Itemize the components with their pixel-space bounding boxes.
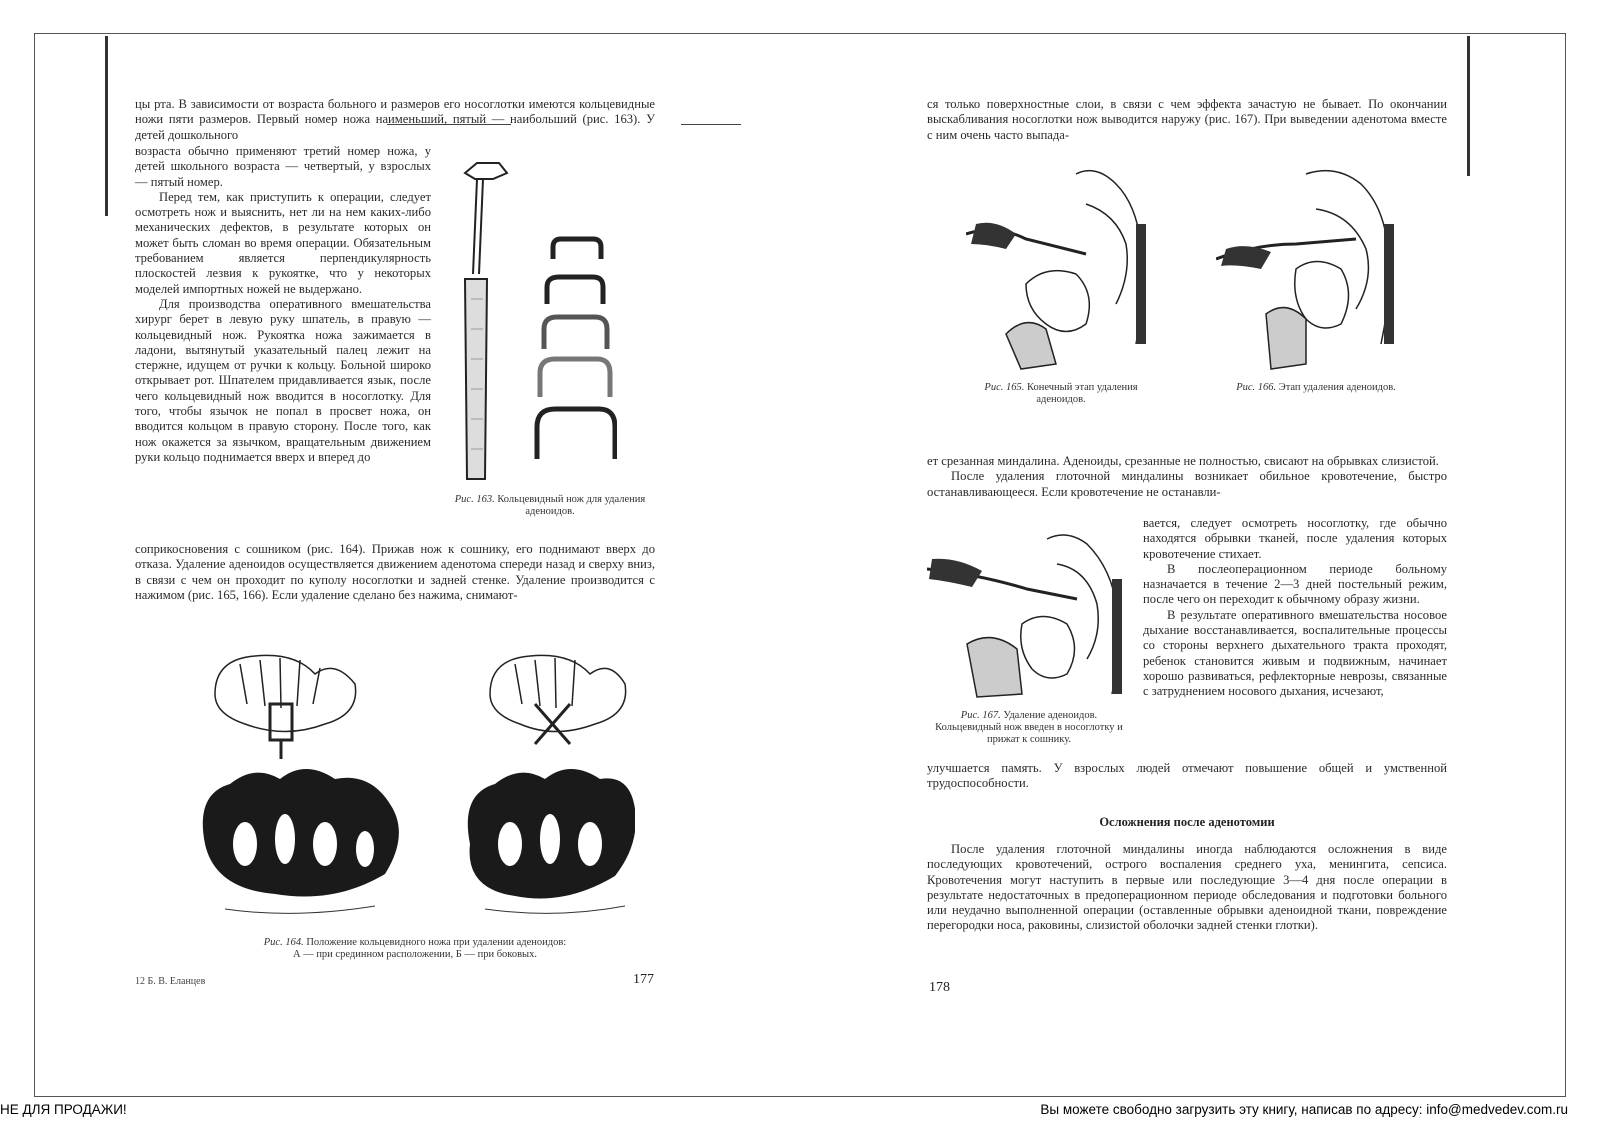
figure-label: Рис. 163. <box>454 494 495 505</box>
not-for-sale-notice: НЕ ДЛЯ ПРОДАЖИ! <box>0 1102 127 1117</box>
paragraph: ет срезанная миндалина. Аденоиды, срезанные не полностью, свисают на обрывках слизистой. <box>927 454 1439 468</box>
figure-165-caption <box>971 382 1151 406</box>
header-rule <box>681 124 741 125</box>
paragraph: улучшается память. У взрослых людей отмечают повышение общей и умственной трудоспособности. <box>927 761 1447 791</box>
figure-165-final-stage <box>966 164 1166 374</box>
paragraph: Для производства оперативного вмешательства хирург берет в левую руку шпатель, в правую — кольцевидный нож. Рукоятка ножа зажимается в ладони, вытянутый указательный палец лежит на стержне, идущем от ручки к кольцу. Больной широко открывает рот. Шпателем придавливается язык, после чего кольцевидный нож вводится в носоглотку. Для того, чтобы язычок не попал в просвет ножа, он вводится кольцом в правую сторону. После того, как нож окажется за язычком, вращательным движением руки кольцо поднимается вверх и вперед до <box>135 296 431 464</box>
page-number: 178 <box>929 980 950 995</box>
signature-line: 12 Б. В. Еланцев <box>135 976 206 987</box>
figure-label: Рис. 166. <box>1236 382 1277 393</box>
text-block <box>135 542 655 603</box>
figure-label: Рис. 164. <box>263 937 304 948</box>
section-heading: Осложнения после аденотомии <box>1099 815 1275 829</box>
text-block <box>135 97 655 143</box>
paragraph: После удаления глоточной миндалины возникает обильное кровотечение, быстро останавливающееся. Если кровотечение не останавли- <box>927 469 1447 499</box>
text-block <box>927 97 1447 143</box>
text-block <box>927 454 1447 500</box>
book-spread <box>34 33 1566 1097</box>
text-block <box>135 144 431 465</box>
figure-166-caption <box>1221 382 1411 394</box>
figure-167-adenoid-removal <box>927 529 1137 699</box>
figure-163-ring-knife <box>447 159 617 489</box>
download-notice: Вы можете свободно загрузить эту книгу, написав по адресу: info@medvedev.com.ru <box>1040 1102 1568 1117</box>
paragraph: После удаления глоточной миндалины иногда наблюдаются осложнения в виде последующих кровотечений, острого воспаления среднего уха, менингита, сепсиса. Кровотечения могут наступить в первые или последующие 3—4 дня после операции в результате недостаточных в предоперационном периоде обследования и подготовки больного или неудачно выполненной операции (оставленные обрывки аденоидной ткани, повреждение перегородки носа, раковины, слизистой оболочки задней стенки глотки). <box>927 842 1447 933</box>
paragraph: соприкосновения с сошником (рис. 164). Прижав нож к сошнику, его поднимают вверх до отказа. Удаление аденоидов осуществляется движением аденотома спереди назад и сверху вниз, в связи с чем он проходит по куполу носоглотки и задней стенке. Удаление производится с нажимом (рис. 165, 166). Если удаление сделано без нажима, снимают- <box>135 542 655 602</box>
paragraph: возраста обычно применяют третий номер ножа, у детей школьного возраста — четвертый, у взрослых — пятый номер. <box>135 144 431 189</box>
paragraph: В послеоперационном периоде больному назначается в течение 2—3 дней постельный режим, после чего он переходит к обычному образу жизни. <box>1143 561 1447 607</box>
right-page <box>801 34 1567 1096</box>
left-page <box>35 34 801 1096</box>
paragraph: вается, следует осмотреть носоглотку, где обычно находятся обрывки тканей, после удаления которых кровотечение стихает. <box>1143 516 1447 561</box>
caption-text: Удаление аденоидов. Кольцевидный нож введен в носоглотку и прижат к сошнику. <box>935 710 1123 745</box>
figure-167-caption <box>929 710 1129 746</box>
paragraph: Перед тем, как приступить к операции, следует осмотреть нож и выяснить, нет ли на нем каких-либо механических дефектов, в результате которых он может быть сломан во время операции. Обязательным требованием является перпендикулярность плоскостей лезвия к рукоятке, что у некоторых моделей импортных ножей не выдержано. <box>135 189 431 296</box>
text-block <box>927 842 1447 934</box>
paragraph: ся только поверхностные слои, в связи с чем эффекта зачастую не бывает. По окончании выскабливания носоглотки нож выводится наружу (рис. 167). При выведении аденотома вместе с ним очень часто выпада- <box>927 97 1447 142</box>
binding-mark <box>105 36 108 216</box>
paragraph: цы рта. В зависимости от возраста больного и размеров его носоглотки имеются кольцевидные ножи пяти размеров. Первый номер ножа наименьший, пятый — наибольший (рис. 163). У детей дошкольного <box>135 97 655 142</box>
figure-label: Рис. 167. <box>960 710 1001 721</box>
figure-164-caption <box>165 937 665 961</box>
paragraph: В результате оперативного вмешательства носовое дыхание восстанавливается, воспалительные процессы со стороны верхнего дыхательного тракта проходят, ребенок становится живым и подвижным, начинает хорошо развиваться, рефлекторные неврозы, связанные с затруднением носового дыхания, исчезают, <box>1143 607 1447 699</box>
caption-text: А — при срединном расположении, Б — при боковых. <box>292 949 537 960</box>
caption-text: Кольцевидный нож для удаления аденоидов. <box>497 494 646 517</box>
figure-label: Рис. 165. <box>984 382 1025 393</box>
page-number: 177 <box>633 972 654 987</box>
caption-text: Этап удаления аденоидов. <box>1278 382 1396 393</box>
text-block <box>1143 516 1447 700</box>
caption-text: Положение кольцевидного ножа при удалении аденоидов: <box>306 937 567 948</box>
binding-mark <box>1467 36 1470 176</box>
caption-text: Конечный этап удаления аденоидов. <box>1026 382 1138 405</box>
figure-163-caption <box>445 494 655 518</box>
figure-164-knife-positions <box>185 644 635 934</box>
text-block <box>927 761 1447 792</box>
figure-166-removal-stage <box>1216 164 1416 374</box>
